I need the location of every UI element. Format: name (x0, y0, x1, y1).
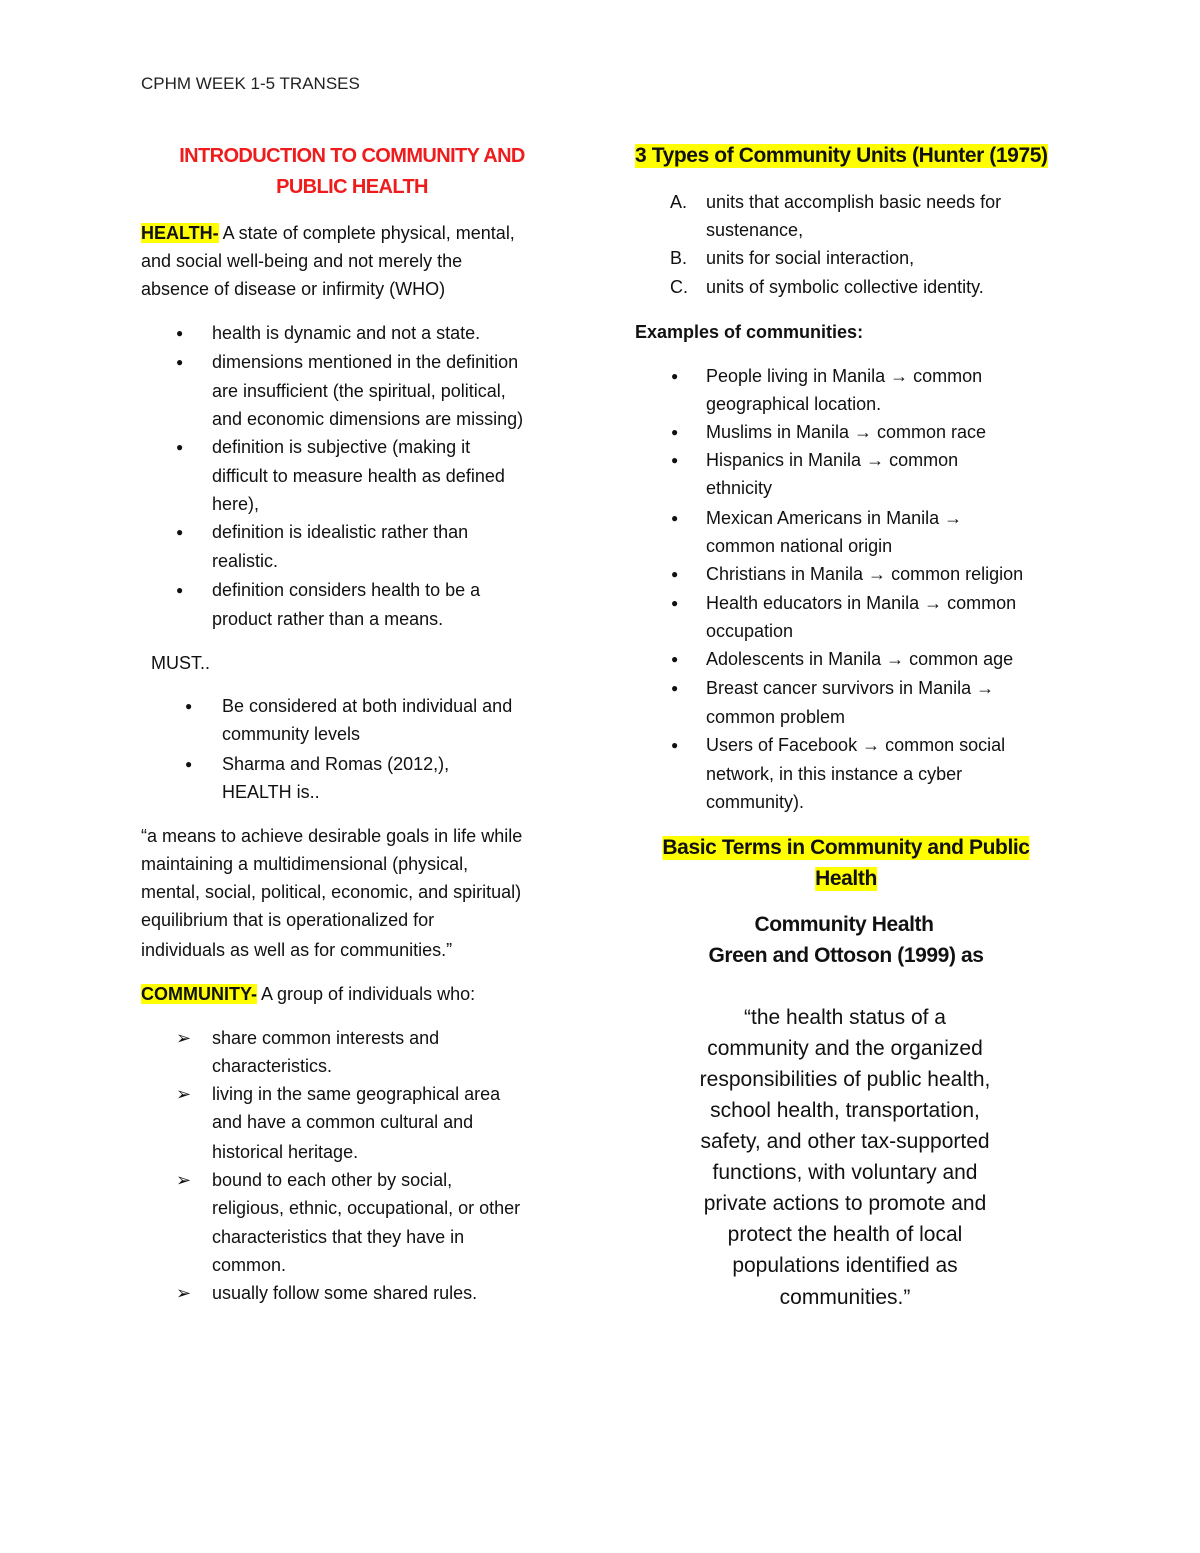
list-item: People living in Manila → common (706, 366, 983, 386)
bullet-icon: ● (671, 681, 679, 695)
list-item: health is dynamic and not a state. (212, 323, 481, 343)
list-item: units that accomplish basic needs for (706, 192, 1002, 212)
list-item: Health educators in Manila → common (706, 593, 1017, 613)
list-marker: C. (670, 277, 688, 297)
list-marker: A. (670, 192, 688, 212)
list-item: definition considers health to be a (212, 580, 481, 600)
arrow-bullet-icon: ➢ (176, 1084, 192, 1104)
terms-heading: Basic Terms in Community and Public (662, 836, 1030, 859)
bullet-icon: ● (176, 583, 184, 597)
section-title: INTRODUCTION TO COMMUNITY AND (179, 145, 525, 167)
definition-text: A group of individuals who: (257, 984, 476, 1004)
list-item: realistic. (212, 551, 279, 571)
list-item: Users of Facebook → common social (706, 735, 1006, 755)
list-item: Adolescents in Manila → common age (706, 649, 1014, 669)
bullet-icon: ● (176, 355, 184, 369)
term-source: Green and Ottoson (1999) as (708, 944, 984, 967)
bullet-icon: ● (185, 757, 193, 771)
definition-line (141, 221, 515, 245)
bullet-icon: ● (671, 567, 679, 581)
quote-line: “a means to achieve desirable goals in life while (141, 826, 523, 846)
list-item: bound to each other by social, (212, 1170, 453, 1190)
list-item: difficult to measure health as defined (212, 466, 505, 486)
list-item: ethnicity (706, 478, 773, 498)
list-item: definition is idealistic rather than (212, 522, 469, 542)
list-item: units of symbolic collective identity. (706, 277, 984, 297)
list-item: HEALTH is.. (222, 782, 320, 802)
quote-line: protect the health of local (727, 1223, 963, 1246)
list-item: product rather than a means. (212, 609, 444, 629)
list-item: community). (706, 792, 805, 812)
list-item: and economic dimensions are missing) (212, 409, 524, 429)
list-item: historical heritage. (212, 1142, 359, 1162)
arrow-bullet-icon: ➢ (176, 1028, 192, 1048)
list-item: community levels (222, 724, 361, 744)
arrow-bullet-icon: ➢ (176, 1170, 192, 1190)
bullet-icon: ● (176, 440, 184, 454)
examples-heading: Examples of communities: (635, 322, 864, 342)
units-heading: 3 Types of Community Units (Hunter (1975) (635, 144, 1048, 167)
list-item: characteristics that they have in (212, 1227, 465, 1247)
quote-line: private actions to promote and (703, 1192, 987, 1215)
quote-line: mental, social, political, economic, and spiritual) (141, 882, 522, 902)
list-item: network, in this instance a cyber (706, 764, 963, 784)
list-marker: B. (670, 248, 688, 268)
quote-line: safety, and other tax-supported (700, 1130, 990, 1153)
list-item: occupation (706, 621, 794, 641)
list-item: living in the same geographical area (212, 1084, 501, 1104)
list-item: common. (212, 1255, 287, 1275)
quote-line: “the health status of a (744, 1006, 946, 1029)
list-item: Muslims in Manila → common race (706, 422, 987, 442)
list-item: share common interests and (212, 1028, 440, 1048)
list-item: religious, ethnic, occupational, or other (212, 1198, 521, 1218)
list-item: units for social interaction, (706, 248, 915, 268)
definition-line (141, 982, 475, 1006)
bullet-icon: ● (176, 326, 184, 340)
list-item: common problem (706, 707, 846, 727)
quote-line: equilibrium that is operationalized for (141, 910, 435, 930)
quote-line: community and the organized (707, 1037, 983, 1060)
bullet-icon: ● (671, 453, 679, 467)
list-item: definition is subjective (making it (212, 437, 471, 457)
definition-text: A state of complete physical, mental, (218, 223, 515, 243)
list-item: Christians in Manila → common religion (706, 564, 1024, 584)
list-item: here), (212, 494, 260, 514)
bullet-icon: ● (185, 699, 193, 713)
list-item: characteristics. (212, 1056, 333, 1076)
bullet-icon: ● (176, 525, 184, 539)
arrow-bullet-icon: ➢ (176, 1283, 192, 1303)
list-item: sustenance, (706, 220, 804, 240)
quote-line: school health, transportation, (710, 1099, 980, 1122)
section-title: PUBLIC HEALTH (276, 176, 428, 198)
quote-line: responsibilities of public health, (699, 1068, 991, 1091)
terms-heading: Health (815, 867, 877, 890)
term-title: Community Health (754, 913, 934, 936)
list-item: Sharma and Romas (2012,), (222, 754, 450, 774)
bullet-icon: ● (671, 652, 679, 666)
list-item: dimensions mentioned in the definition (212, 352, 519, 372)
quote-line: functions, with voluntary and (712, 1161, 978, 1184)
list-item: Mexican Americans in Manila → (706, 508, 963, 528)
bullet-icon: ● (671, 425, 679, 439)
bullet-icon: ● (671, 596, 679, 610)
quote-line: maintaining a multidimensional (physical, (141, 854, 469, 874)
page-header: CPHM WEEK 1-5 TRANSES (141, 74, 360, 93)
list-item: Hispanics in Manila → common (706, 450, 959, 470)
term-label-health: HEALTH- (141, 223, 219, 243)
list-item: and have a common cultural and (212, 1112, 474, 1132)
list-item: usually follow some shared rules. (212, 1283, 478, 1303)
bullet-icon: ● (671, 511, 679, 525)
list-item: common national origin (706, 536, 893, 556)
list-item: Be considered at both individual and (222, 696, 513, 716)
quote-line: individuals as well as for communities.” (141, 940, 453, 960)
bullet-icon: ● (671, 738, 679, 752)
quote-line: communities.” (779, 1286, 911, 1309)
term-label-community: COMMUNITY- (141, 984, 257, 1004)
bullet-icon: ● (671, 369, 679, 383)
list-item: Breast cancer survivors in Manila → (706, 678, 995, 698)
list-item: geographical location. (706, 394, 882, 414)
quote-line: populations identified as (732, 1254, 958, 1277)
list-item: are insufficient (the spiritual, political, (212, 381, 506, 401)
definition-line: and social well-being and not merely the (141, 251, 463, 271)
definition-line: absence of disease or infirmity (WHO) (141, 279, 446, 299)
must-label: MUST.. (151, 653, 211, 673)
